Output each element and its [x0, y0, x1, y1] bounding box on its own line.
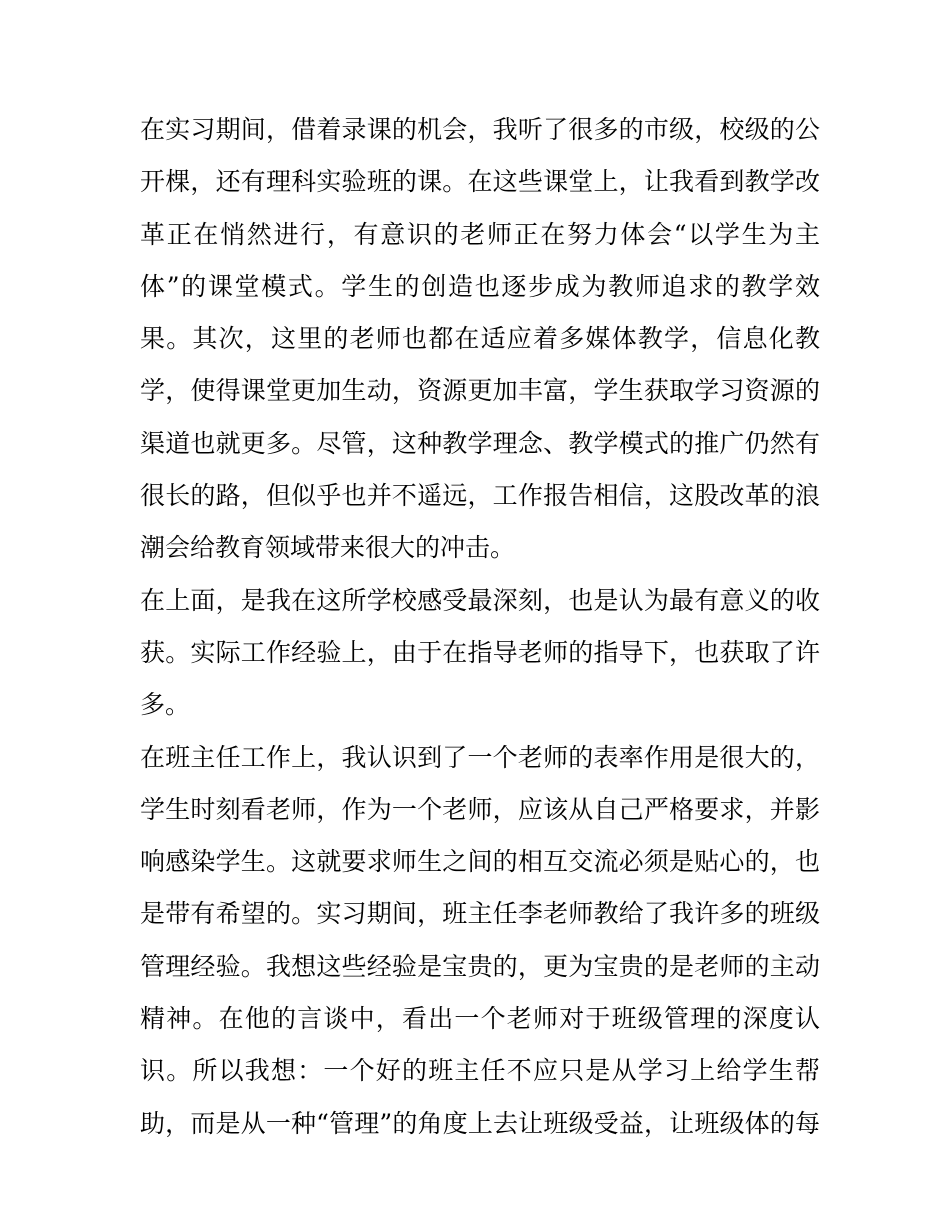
- text-line: 识。所以我想：一个好的班主任不应只是从学习上给学生帮: [140, 1056, 820, 1086]
- text-line: 在班主任工作上，我认识到了一个老师的表率作用是很大的，: [140, 742, 820, 772]
- text-line: 渠道也就更多。尽管，这种教学理念、教学模式的推广仍然有: [140, 428, 820, 458]
- text-line: 革正在悄然进行，有意识的老师正在努力体会“以学生为主: [140, 219, 820, 249]
- text-line: 学，使得课堂更加生动，资源更加丰富，学生获取学习资源的: [140, 376, 820, 406]
- text-line: 助，而是从一种“管理”的角度上去让班级受益，让班级体的每: [140, 1108, 820, 1138]
- text-line: 在上面，是我在这所学校感受最深刻，也是认为最有意义的收: [140, 585, 820, 615]
- text-line: 潮会给教育领域带来很大的冲击。: [140, 533, 516, 563]
- paragraph-internship-observation: [140, 104, 820, 575]
- text-line: 管理经验。我想这些经验是宝贵的，更为宝贵的是老师的主动: [140, 951, 820, 981]
- paragraph-class-teacher-work: [140, 732, 820, 1150]
- text-line: 开棵，还有理科实验班的课。在这些课堂上，让我看到教学改: [140, 167, 820, 197]
- text-line: 果。其次，这里的老师也都在适应着多媒体教学，信息化教: [140, 324, 820, 354]
- text-line: 获。实际工作经验上，由于在指导老师的指导下，也获取了许: [140, 637, 820, 667]
- paragraph-summary: [140, 575, 820, 732]
- document-body: [140, 104, 820, 1150]
- text-line: 在实习期间，借着录课的机会，我听了很多的市级，校级的公: [140, 115, 820, 144]
- text-line: 很长的路，但似乎也并不遥远，工作报告相信，这股改革的浪: [140, 481, 820, 511]
- text-line: 多。: [140, 690, 191, 720]
- text-line: 体”的课堂模式。学生的创造也逐步成为教师追求的教学效: [140, 271, 820, 301]
- text-line: 是带有希望的。实习期间，班主任李老师教给了我许多的班级: [140, 899, 820, 929]
- text-line: 精神。在他的言谈中，看出一个老师对于班级管理的深度认: [140, 1004, 820, 1034]
- text-line: 响感染学生。这就要求师生之间的相互交流必须是贴心的，也: [140, 847, 820, 877]
- text-line: 学生时刻看老师，作为一个老师，应该从自己严格要求，并影: [140, 794, 820, 824]
